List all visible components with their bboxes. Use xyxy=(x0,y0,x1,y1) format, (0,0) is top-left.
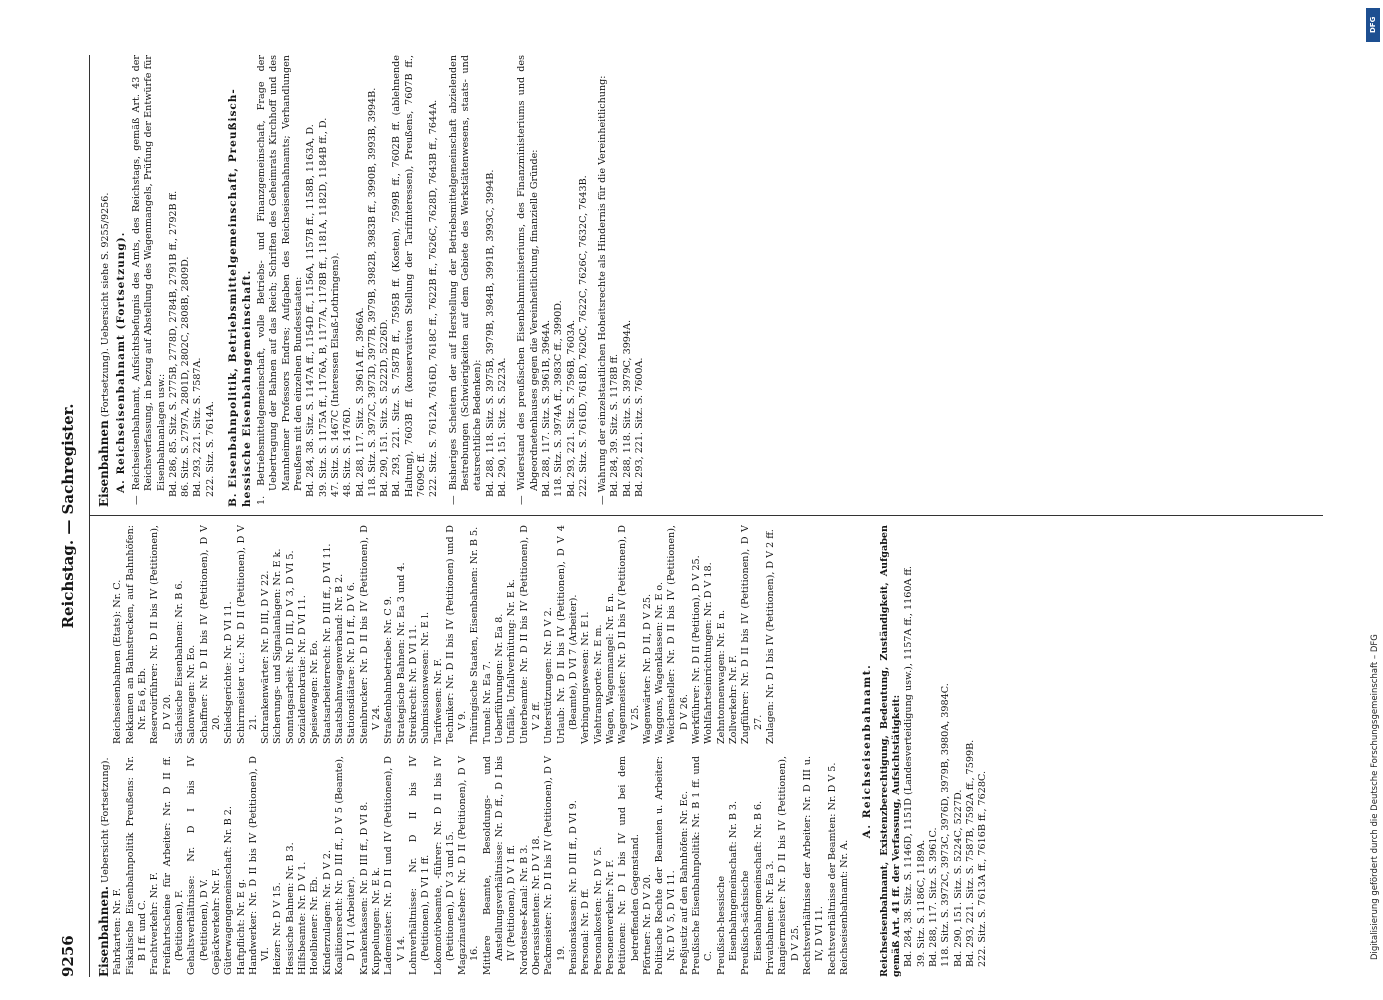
index-entry: Stationsdiätare: Nr. D I ff., D V 6. xyxy=(346,581,358,744)
index-entry: Personal: Nr. D ff. xyxy=(580,888,592,975)
reference-line: 222. Sitz. S. 7616D, 7618D, 7620C, 7622C, 7626C, 7632C, 7643B. xyxy=(577,175,589,497)
header-divider xyxy=(89,55,90,977)
index-list-columns xyxy=(112,525,851,977)
index-entry: Schirrmeister u.c.: Nr. D II (Petitionen), D V 21. xyxy=(235,525,259,744)
reference-line: Bd. 288, 117. Sitz. S. 3961C. xyxy=(927,827,939,967)
index-entry: Zehntonnenwagen: Nr. E n. xyxy=(715,609,727,744)
section-b-item-1: 1. Betriebsmittelgemeinschaft, volle Betriebs- und Finanzgemeinschaft, Frage der Uebertragung der Bahnen auf das Reich; Schriften des Geheimrats Kirchhoff und des Mannheimer Professors Endres; Aufgaben des Reichseisenbahnamts; Verhandlungen Preußens mit den einzelnen Bundesstaaten: xyxy=(256,55,304,505)
index-entry: Viehtransporte: Nr. E m. xyxy=(592,624,604,744)
index-entry: Heizer: Nr. D V 15. xyxy=(272,882,284,975)
index-entry: Urlaub: Nr. D II bis IV (Petitionen), D V 4 (Beamte), D VI 7 (Arbeiter). xyxy=(555,525,579,744)
index-entry: Hotelbiener: Nr. Eb. xyxy=(309,876,321,975)
left-column xyxy=(97,525,1317,977)
heading-subtitle: Uebersicht (Fortsetzung). xyxy=(100,757,111,883)
index-entry: Oberassistenten: Nr. D V 18. xyxy=(531,835,543,975)
index-entry: Privatbahnen: Nr. Ea 3. xyxy=(764,860,776,975)
index-entry: Pensionskassen: Nr. D III ff., D VI 9. xyxy=(567,800,579,975)
reference-line: Bd. 288, 118. Sitz. S. 3979C, 3994A. xyxy=(621,320,633,497)
index-entry: Schrankenwärter: Nr. D III, D V 22. xyxy=(260,570,272,744)
page-number: 9256 xyxy=(59,935,77,977)
index-entry: Preßjustiz auf den Bahnhöfen: Nr. Ec. xyxy=(678,791,690,975)
section-b-item-3-references xyxy=(541,55,590,507)
index-entry: Zollverkehr: Nr. F. xyxy=(728,654,740,744)
index-entry: Staatsarbeiterrecht: Nr. D III ff., D VI 11. xyxy=(321,543,333,744)
index-entry: Zugführer: Nr. D II bis IV (Petitionen), D V 27. xyxy=(740,525,764,744)
index-entry: Preußische Eisenbahnpolitik: Nr. B 1 ff. und C. xyxy=(691,756,715,975)
heading-subtitle: (Fortsetzung). Uebersicht siehe S. 9255/9256. xyxy=(100,192,111,418)
index-entry: Steinbrucker: Nr. D II bis IV (Petitionen), D V 24. xyxy=(358,525,382,744)
rotated-document-page xyxy=(55,55,1325,977)
index-entry: Salonwagen: Nr. Eo. xyxy=(186,644,198,744)
index-entry: Unfälle, Unfallverhütung: Nr. E k. xyxy=(506,579,518,744)
index-entry: Gepäckverkehr: Nr. F. xyxy=(210,868,222,975)
index-entry: Ueberführungen: Nr. Ea 8. xyxy=(494,613,506,744)
left-column-heading xyxy=(97,525,112,977)
index-entry: Haftpflicht: Nr. E g. xyxy=(235,878,247,975)
reference-line: 39. Sitz. S. 1175A ff., 1176A, B, 1177A, 1178B ff., 1181A, 1182D, 1184B ff., D. xyxy=(317,117,329,497)
reference-line: 86. Sitz. S. 2797A, 2801D, 2802C, 2808B, 2809D. xyxy=(180,256,192,497)
index-entry: Wagen, Wagenmangel: Nr. E n. xyxy=(604,592,616,744)
index-entry: Sonntagsarbeit: Nr. D III, D V 3, D VI 5. xyxy=(284,550,296,744)
reference-line: 222. Sitz. S. 7612A, 7616D, 7618C ff., 7622B ff., 7626C, 7628D, 7643B ff., 7644A. xyxy=(428,99,440,497)
index-entry: Freifahrtscheine für Arbeiter: Nr. D II ff. (Petitionen), F. xyxy=(161,756,185,975)
heading-keyword: Eisenbahnen. xyxy=(97,886,111,977)
index-entry: Speisewagen: Nr. Eo. xyxy=(309,640,321,744)
reference-line: Bd. 284, 38. Sitz. S. 1146D, 1151D (Landesverteidigung usw.), 1157A ff., 1160A ff. xyxy=(903,566,915,967)
dfg-logo: DFG xyxy=(1366,8,1380,42)
index-entry: Gehaltsverhältnisse: Nr. D I bis IV (Petitionen), D V. xyxy=(186,756,210,975)
index-entry: Pförtner: Nr. D V 20. xyxy=(641,874,653,975)
index-entry: Unterbeamte: Nr. D II bis IV (Petitionen), D V 2 ff. xyxy=(518,525,543,744)
section-b-item-2-references xyxy=(485,55,510,507)
index-entry: Lokomotivbeamte, -führer: Nr. D II bis IV (Petitionen), D V 3 und 15. xyxy=(432,756,456,975)
heading-keyword: Eisenbahnen xyxy=(97,420,111,507)
reference-line: Bd. 293, 221. Sitz. S. 7587B ff., 7595B ff. (Kosten), 7599B ff., 7602B ff. (ablehnende Haltung), 7603B ff. (konservativen Stellung der Tarifinteressen), Preußens, 7607B ff., 7609C ff. xyxy=(391,55,428,497)
reference-line: 39. Sitz. S. 1186C, 1189A. xyxy=(915,839,927,967)
section-b-heading: B. Eisenbahnpolitik, Betriebsmittelgemeinschaft, Preußisch-hessische Eisenbahngemeinschaft. xyxy=(227,88,253,507)
reference-line: Bd. 293, 221. Sitz. S. 7596B, 7603A. xyxy=(565,319,577,497)
index-entry: Werkführer: Nr. D II (Petition), D V 25. xyxy=(691,555,703,744)
reference-line: Bd. 288, 117. Sitz. S. 3961A ff., 3966A. xyxy=(354,307,366,497)
column-divider xyxy=(89,515,1323,516)
right-column-heading xyxy=(97,55,112,507)
index-entry: Reichseisenbahnamt: Nr. A. xyxy=(838,839,850,975)
section-a-heading: A. Reichseisenbahnamt. xyxy=(861,663,874,839)
index-entry: Personalkosten: Nr. D V 5. xyxy=(592,846,604,975)
index-list-right xyxy=(112,525,851,746)
index-entry: Techniker: Nr. D II bis IV (Petitionen) und D V 9. xyxy=(444,525,469,744)
reference-line: 118. Sitz. S. 3974A ff., 3983C ff., 3990D. xyxy=(553,300,565,497)
index-entry: Magazinaufseher: Nr. D II (Petitionen), D V 16. xyxy=(457,756,481,975)
index-entry: Rechtsverhältnisse der Beamten: Nr. D V 5. xyxy=(826,762,838,975)
section-b-item-4-references xyxy=(609,55,646,507)
index-entry: Güterwagengemeinschaft: Nr. B 2. xyxy=(223,806,235,975)
index-entry: Rechtsverhältnisse der Arbeiter: Nr. D III u. IV, D VI 11. xyxy=(801,756,826,975)
index-entry: Strategische Bahnen: Nr. Ea 3 und 4. xyxy=(395,562,407,744)
section-b-item-3: — Widerstand des preußischen Eisenbahnministeriums, des Finanzministeriums und des Abgeordnetenhauses gegen die Vereinheitlichung, finanzielle Gründe: xyxy=(516,55,540,505)
reference-line: 48. Sitz. S. 1476D. xyxy=(342,406,354,497)
index-entry: Kuppelungen: Nr. E k. xyxy=(370,867,382,975)
index-entry: Politische Rechte der Beamten u. Arbeiter: Nr. D V 5, D VI 11. xyxy=(654,756,678,975)
index-entry: Zulagen: Nr. D I bis IV (Petitionen), D V 2 ff. xyxy=(764,529,776,744)
section-a-continued-heading: A. Reichseisenbahnamt (Fortsetzung). xyxy=(115,231,128,493)
reference-line: Bd. 284, 39. Sitz. S. 1178B ff. xyxy=(609,353,621,497)
reference-line: 118. Sitz. S. 3972C, 3973C, 3976D, 3979B, 3980A, 3984C. xyxy=(940,683,952,967)
section-b-item-4: — Wahrung der einzelstaatlichen Hoheitsrechte als Hindernis für die Vereinheitlichung: xyxy=(597,75,609,505)
index-entry: Unterstützungen: Nr. D V 2. xyxy=(543,607,555,744)
reference-line: 222. Sitz. S. 7613A ff., 7616B ff., 7628C. xyxy=(977,770,989,967)
section-b-item-2: — Bisheriges Scheitern der auf Herstellung der Betriebsmittelgemeinschaft abzielenden Bestrebungen (Schwierigkeiten auf dem Gebiete des Werkstättenwesens, staats- und etatsrechtliche Bedenken): xyxy=(447,55,484,505)
index-entry: Handwerker: Nr. D II bis IV (Petitionen), D VI. xyxy=(247,756,272,975)
index-entry: Mittlere Beamte, Besoldungs- und Anstellungsverhältnisse: Nr. D ff., D I bis IV (Petitionen), D V 1 ff. xyxy=(481,756,518,975)
index-entry: Sozialdemokratie: Nr. D VI 11. xyxy=(297,595,309,744)
index-entry: Submissionswesen: Nr. E l. xyxy=(420,612,432,744)
index-entry: Straßenbahnbetriebe: Nr. C 9. xyxy=(383,596,395,744)
index-entry: Waggons, Wagenklassen: Nr. E o. xyxy=(654,581,666,744)
index-entry: Wagenmeister: Nr. D II bis IV (Petitionen), D V 25. xyxy=(617,525,641,744)
index-entry: Petitionen: Nr. D I bis IV und bei dem betreffenden Gegenstand. xyxy=(617,756,641,975)
index-entry: Sächsische Eisenbahnen: Nr. B 6. xyxy=(173,580,185,744)
index-entry: Schaffner: Nr. D II bis IV (Petitionen), D V 20. xyxy=(198,525,222,744)
index-entry: Sicherungs- und Signalanlagen: Nr. E k. xyxy=(272,548,284,744)
index-entry: Reservoirführer: Nr. D II bis IV (Petitionen), D V 20. xyxy=(149,525,173,744)
index-entry: Rangiermeister: Nr. D II bis IV (Petitionen), D V 25. xyxy=(777,756,801,975)
reference-line: Bd. 288, 118. Sitz. S. 3975B, 3979B, 3984B, 3991B, 3993C, 3994B. xyxy=(484,169,496,497)
reference-line: Bd. 293, 221. Sitz. S. 7587A. xyxy=(192,357,204,497)
index-entry: Frachtverkehr: Nr. F. xyxy=(149,872,161,975)
index-entry: Kinderzulagen: Nr. D V 2. xyxy=(321,849,333,975)
reference-line: Bd. 288, 117. Sitz. S. 3961B, 3964A. xyxy=(540,319,552,497)
page-title: Reichstag. — Sachregister. xyxy=(59,403,77,629)
reference-line: Bd. 293, 221. Sitz. S. 7587B, 7592A ff., 7599B. xyxy=(964,739,976,967)
section-a-intro: Reichseisenbahnamt, Existenzberechtigung, Bedeutung, Zuständigkeit, Aufgaben gemäß Art. 41 ff. der Verfassung, Aufsichtstätigkeit: xyxy=(878,525,902,977)
reference-line: Bd. 293, 221. Sitz. S. 7600A. xyxy=(634,357,646,497)
reference-line: 118. Sitz. S. 3972C, 3973D, 3977B, 3979B, 3982B, 3983B ff., 3990B, 3993B, 3994B. xyxy=(366,87,378,497)
index-entry: Thüringische Staaten, Eisenbahnen: Nr. B 5. xyxy=(469,526,481,744)
index-entry: Lohnverhältnisse: Nr. D II bis IV (Petitionen), D VI 1 ff. xyxy=(407,756,432,975)
reference-line: Bd. 290, 151. Sitz. S. 5224C, 5227D. xyxy=(952,789,964,967)
dfg-watermark-text: Digitalisierung gefördert durch die Deutsche Forschungsgemeinschaft – DFG xyxy=(1370,634,1380,960)
index-entry: Preußisch-hessische Eisenbahngemeinschaft: Nr. B 3. xyxy=(715,800,740,975)
index-entry: Reichseisenbahnen (Etats): Nr. C. xyxy=(112,579,124,744)
index-entry: Streikrecht: Nr. D VI 11. xyxy=(407,624,419,744)
index-entry: Nordostsee-Kanal: Nr. B 3. xyxy=(518,844,530,975)
index-entry: Tunnel: Nr. Ea 7. xyxy=(481,661,493,744)
reference-line: Bd. 290, 151. Sitz. S. 5223A. xyxy=(496,357,508,497)
index-entry: Koalitionsrecht: Nr. D III ff., D V 5 (Beamte), D VI 1 (Arbeiter). xyxy=(334,756,358,975)
index-entry: Hilfsbeamte: Nr. D V 1. xyxy=(297,861,309,975)
index-entry: Personenverkehr: Nr. F. xyxy=(604,859,616,975)
index-entry: Staatsbahnwagenverband: Nr. B 2. xyxy=(334,573,346,744)
right-column xyxy=(97,55,1317,507)
index-list-left xyxy=(112,756,851,977)
section-a-references xyxy=(903,525,989,977)
section-a-continued-entries xyxy=(131,55,217,507)
index-entry: Weichensteller: Nr. D II bis IV (Petitionen), D V 26. xyxy=(666,525,690,744)
index-entry: Krankenkassen: Nr. D III ff., D VI 8. xyxy=(358,801,370,975)
index-entry: Wagenwärter: Nr. D II, D V 25. xyxy=(641,593,653,744)
reference-line: Bd. 284, 38. Sitz. S. 1147A ff., 1154D ff., 1156A, 1157B ff., 1158B, 1163A, D. xyxy=(305,124,317,497)
section-b-item-1-references xyxy=(305,55,440,507)
index-entry: Packmeister: Nr. D II bis IV (Petitionen), D V 19. xyxy=(543,756,567,975)
index-entry: Fahrkarten: Nr. F. xyxy=(112,888,124,975)
reference-line: Bd. 290, 151. Sitz. S. 5222D, 5226D. xyxy=(379,319,391,497)
reference-line: 222. Sitz. S. 7614A. xyxy=(204,401,216,497)
reference-line: 47. Sitz. S. 1467C (Interessen Elsaß-Lothringens). xyxy=(329,252,341,497)
reference-line: Bd. 286, 85. Sitz. S. 2775B, 2778D, 2784B, 2791B ff., 2792B ff. xyxy=(167,190,179,497)
index-entry: Verbingungswesen: Nr. E l. xyxy=(580,611,592,744)
index-entry: Lademeister: Nr. D II und IV (Petitionen), D V 14. xyxy=(383,756,407,975)
index-entry: Rekkamen an Bahnstrecken, auf Bahnhöfen: Nr. Ea 6, Eb. xyxy=(124,525,149,744)
subject-entry: — Reichseisenbahnamt, Aufsichtsbefugnis des Amts, des Reichstags, gemäß Art. 43 der Reichsverfassung, in bezug auf Abstellung des Wagenmangels, Prüfung der Entwürfe für Eisenbahnanlagen usw.: xyxy=(130,55,167,505)
index-entry: Hessische Bahnen: Nr. B 3. xyxy=(284,842,296,975)
index-entry: Wohlfahrtseinrichtungen: Nr. D V 18. xyxy=(703,562,715,744)
index-entry: Schiedsgerichte: Nr. D VI 11. xyxy=(223,601,235,744)
index-entry: Fiskalische Eisenbahnpolitik Preußens: Nr. B I ff. und C. xyxy=(124,756,149,975)
index-entry: Preußisch-sächsische Eisenbahngemeinschaft: Nr. B 6. xyxy=(740,800,764,975)
index-entry: Tarifwesen: Nr. F. xyxy=(432,658,444,744)
